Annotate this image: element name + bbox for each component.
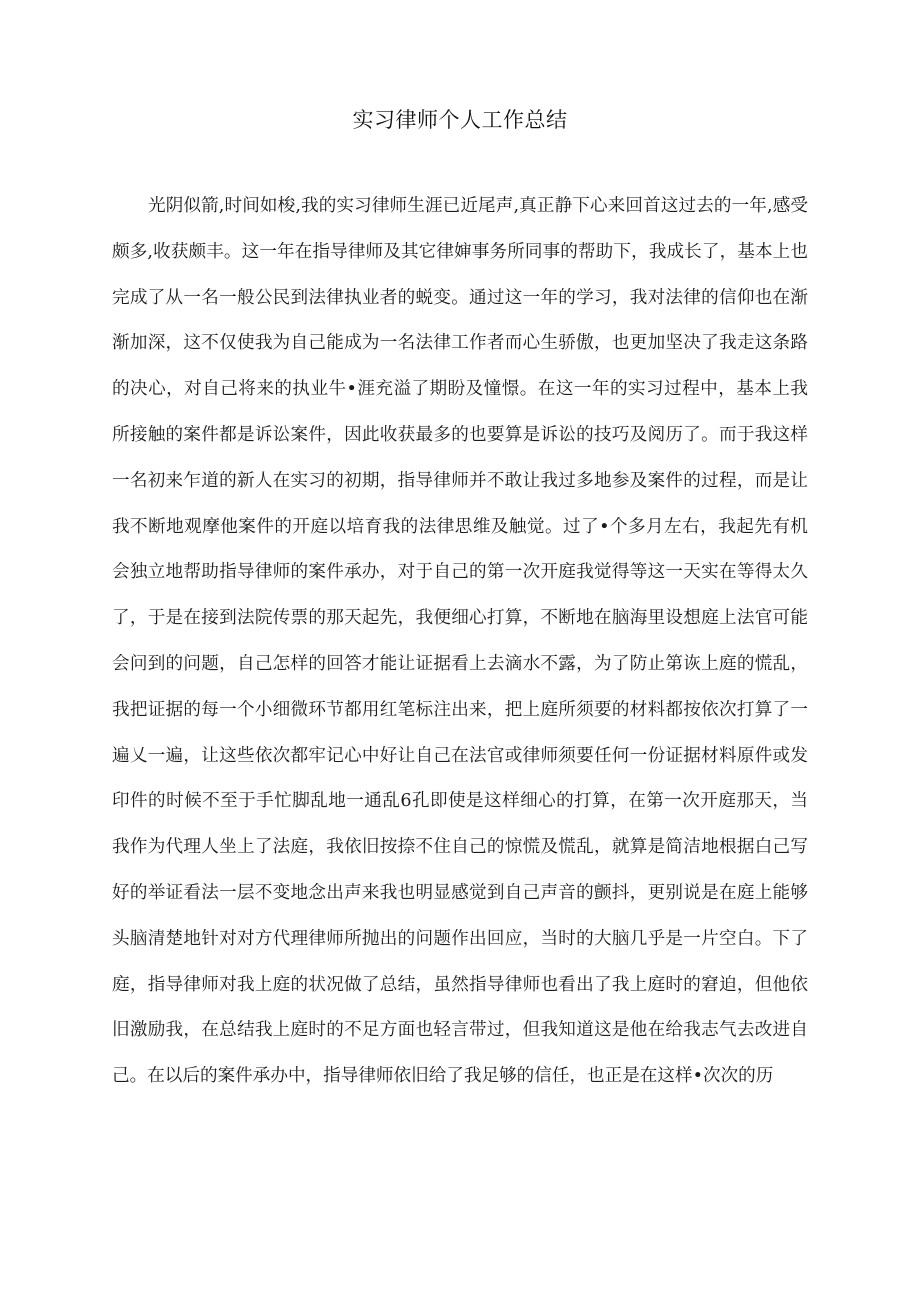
document-title: 实习律师个人工作总结 (352, 108, 568, 132)
document-paragraph: 光阴似箭,时间如梭,我的实习律师生涯已近尾声,真正静下心来回首这过去的一年,感受颇多,收获颇丰。这一年在指导律师及其它律婶事务所同事的帮助下，我成长了，基本上也完成了从一名一般公民到法律执业者的蜕变。通过这一年的学习，我对法律的信仰也在渐渐加深，这不仅使我为自己能成为一名法律工作者而心生骄傲，也更加坚决了我走这条路的决心，对自己将来的执业牛•涯充溢了期盼及憧憬。在这一年的实习过程中，基本上我所接触的案件都是诉讼案件，因此收获最多的也要算是诉讼的技巧及阅历了。而于我这样一名初来乍道的新人在实习的初期，指导律师并不敢让我过多地参及案件的过程，而是让我不断地观摩他案件的开庭以培育我的法律思维及触觉。过了•个多月左右，我起先有机会独立地帮助指导律师的案件承办，对于自己的第一次开庭我觉得等这一天实在等得太久了，于是在接到法院传票的那天起先，我便细心打算，不断地在脑海里设想庭上法官可能会问到的问题，自己怎样的回答才能让证据看上去滴水不露，为了防止第诙上庭的慌乱，我把证据的每一个小细微环节都用红笔标注出来，把上庭所须要的材料都按依次打算了一遍乂一遍，让这些依次都牢记心中好让自己在法官或律师须要任何一份证据材料原件或发印件的时候不至于手忙脚乱地一通乱6孔即使是这样细心的打算，在第一次开庭那天，当我作为代理人坐上了法庭，我依旧按捺不住自己的惊慌及慌乱，就算是简洁地根据白己写好的举证看法一层不变地念出声来我也明显感觉到自己声音的颤抖，更别说是在庭上能够头脑清楚地针对对方代理律师所抛出的问题作出回应，当时的大脑几乎是一片空白。下了庭，指导律师对我上庭的状况做了总结，虽然指导律师也看出了我上庭时的窘迫，但他依旧激励我，在总结我上庭时的不足方面也轻言带过，但我知道这是他在给我志气去改进自己。在以后的案件承办中，指导律师依旧给了我足够的信任，也正是在这样•次次的历 (112, 196, 808, 1087)
